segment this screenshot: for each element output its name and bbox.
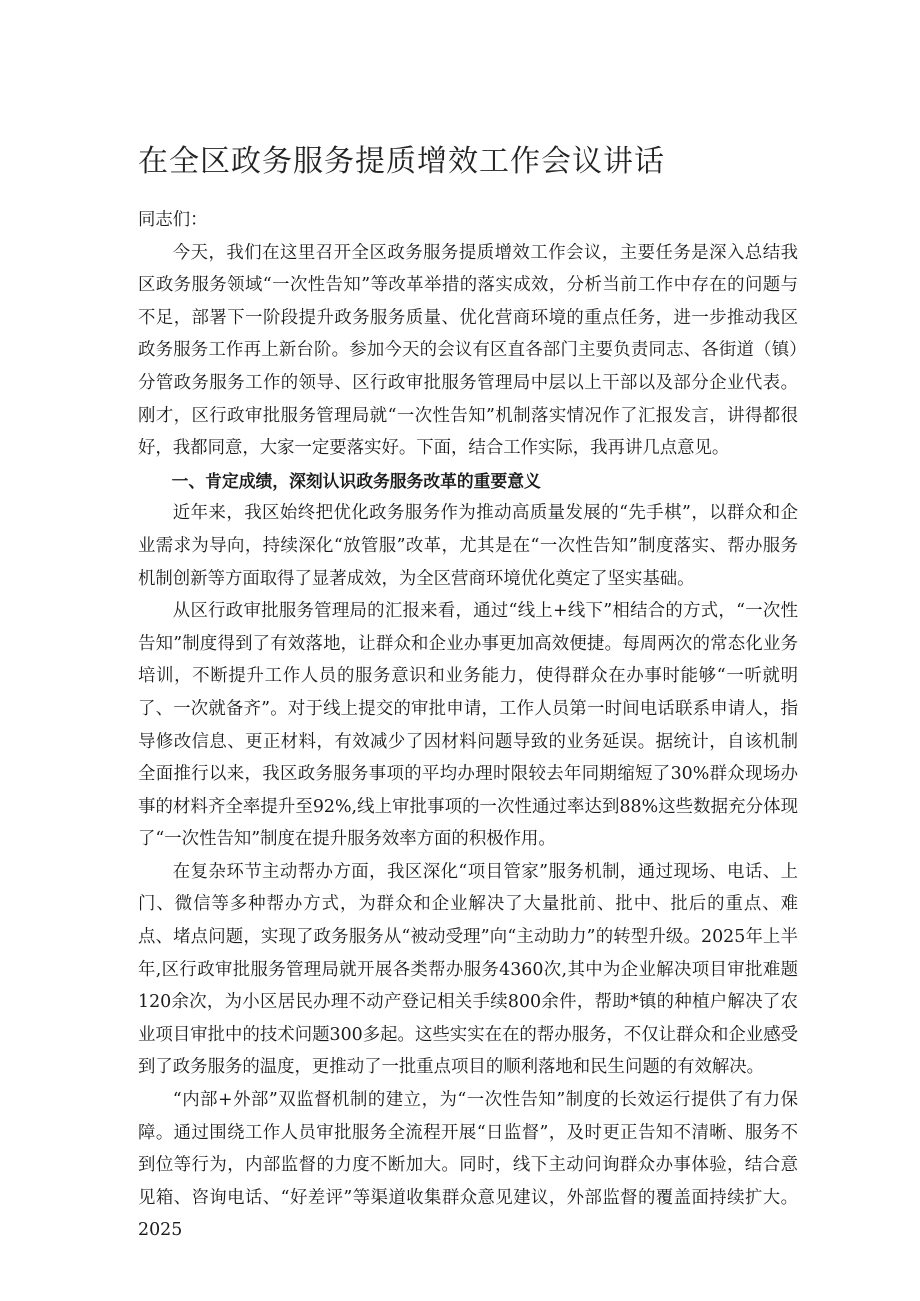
paragraph-intro: 今天，我们在这里召开全区政务服务提质增效工作会议，主要任务是深入总结我区政务服务领域“一次性告知”等改革举措的落实成效，分析当前工作中存在的问题与不足，部署下一阶段提升政务服务质量、优化营商环境的重点任务，进一步推动我区政务服务工作再上新台阶。参加今天的会议有区直各部门主要负责同志、各街道（镇）分管政务服务工作的领导、区行政审批服务管理局中层以上干部以及部分企业代表。刚才，区行政审批服务管理局就“一次性告知”机制落实情况作了汇报发言，讲得都很好，我都同意，大家一定要落实好。下面，结合工作实际，我再讲几点意见。 (138, 242, 798, 459)
document-title: 在全区政务服务提质增效工作会议讲话 (138, 144, 665, 179)
section-heading-1: 一、肯定成绩，深刻认识政务服务改革的重要意义 (171, 470, 541, 491)
greeting: 同志们： (138, 210, 208, 230)
paragraph-achievements: 近年来，我区始终把优化政务服务作为推动高质量发展的“先手棋”，以群众和企业需求为导向，持续深化“放管服”改革，尤其是在“一次性告知”制度落实、帮办服务机制创新等方面取得了显著成效，为全区营商环境优化奠定了坚实基础。 (138, 503, 798, 589)
document-body (138, 204, 798, 1247)
paragraph-assistance: 在复杂环节主动帮办方面，我区深化“项目管家”服务机制，通过现场、电话、上门、微信等多种帮办方式，为群众和企业解决了大量批前、批中、批后的重点、难点、堵点问题，实现了政务服务从“被动受理”向“主动助力”的转型升级。2025年上半年,区行政审批服务管理局就开展各类帮办服务4360次,其中为企业解决项目审批难题120余次，为小区居民办理不动产登记相关手续800余件，帮助*镇的种植户解决了农业项目审批中的技术问题300多起。这些实实在在的帮办服务，不仅让群众和企业感受到了政务服务的温度，更推动了一批重点项目的顺利落地和民生问题的有效解决。 (138, 861, 798, 1078)
paragraph-one-time-notice: 从区行政审批服务管理局的汇报来看，通过“线上+线下”相结合的方式，“一次性告知”制度得到了有效落地，让群众和企业办事更加高效便捷。每周两次的常态化业务培训，不断提升工作人员的服务意识和业务能力，使得群众在办事时能够“一听就明了、一次就备齐”。对于线上提交的审批申请，工作人员第一时间电话联系申请人，指导修改信息、更正材料，有效减少了因材料问题导致的业务延误。据统计，自该机制全面推行以来，我区政务服务事项的平均办理时限较去年同期缩短了30%群众现场办事的材料齐全率提升至92%,线上审批事项的一次性通过率达到88%这些数据充分体现了“一次性告知”制度在提升服务效率方面的积极作用。 (138, 601, 798, 850)
paragraph-supervision: “内部+外部”双监督机制的建立，为“一次性告知”制度的长效运行提供了有力保障。通过围绕工作人员审批服务全流程开展“日监督”，及时更正告知不清晰、服务不到位等行为，内部监督的力度不断加大。同时，线下主动问询群众办事体验，结合意见箱、咨询电话、“好差评”等渠道收集群众意见建议，外部监督的覆盖面持续扩大。2025 (138, 1090, 798, 1241)
